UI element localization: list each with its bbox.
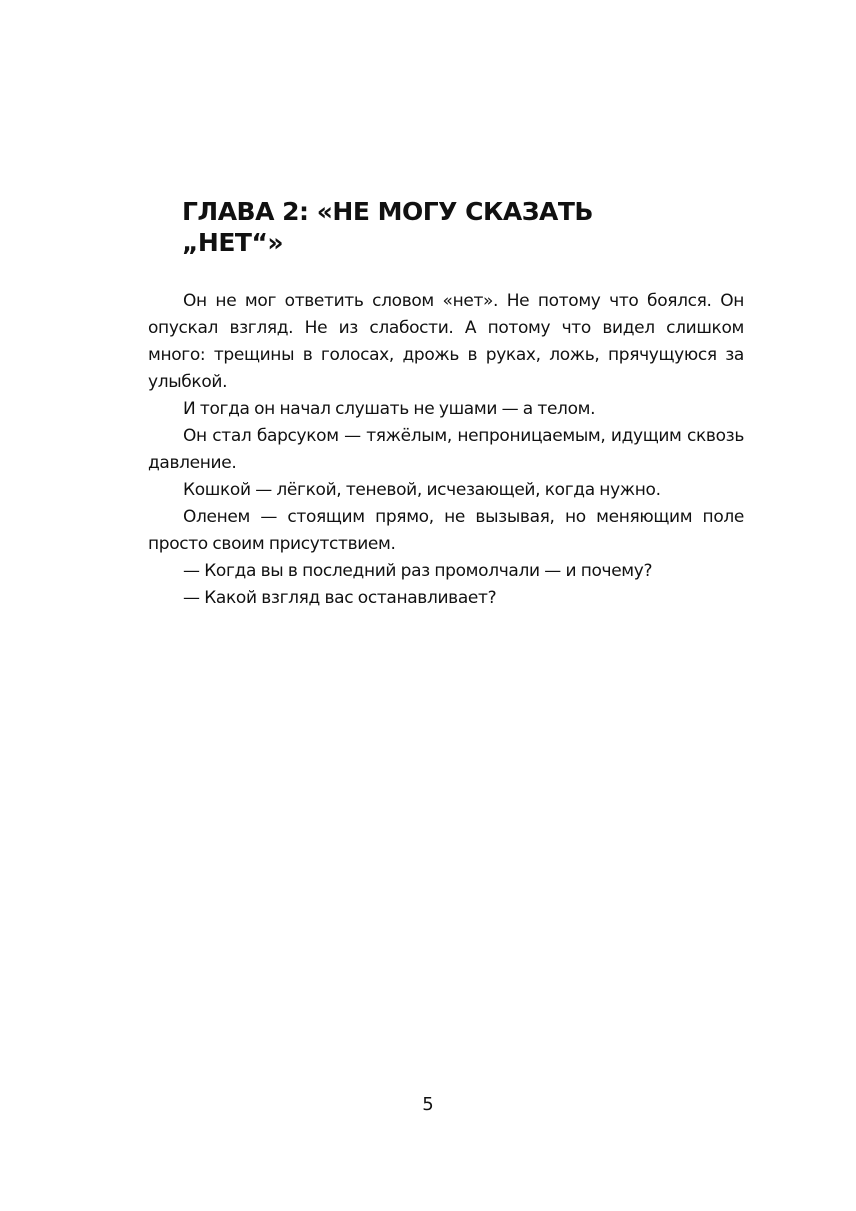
question-line: — Какой взгляд вас останавливает? <box>183 588 497 608</box>
chapter-title-line-2: „НЕТ“» <box>182 228 284 257</box>
chapter-title-line-1: ГЛАВА 2: «НЕ МОГУ СКАЗАТЬ <box>182 197 593 226</box>
chapter-title <box>182 196 782 258</box>
paragraph: Он стал барсуком — тяжёлым, непроницаемым, идущим сквозь давление. <box>148 426 744 473</box>
page-number: 5 <box>422 1094 434 1115</box>
paragraph: Кошкой — лёгкой, теневой, исчезающей, когда нужно. <box>183 480 661 500</box>
question-line: — Когда вы в последний раз промолчали — и почему? <box>183 561 653 581</box>
chapter-body <box>148 288 744 612</box>
paragraph: Он не мог ответить словом «нет». Не потому что боялся. Он опускал взгляд. Не из слабости. А потому что видел слишком много: трещины в голосах, дрожь в руках, ложь, прячущуюся за улыбкой. <box>148 291 744 392</box>
paragraph: Оленем — стоящим прямо, не вызывая, но меняющим поле просто своим присутствием. <box>148 507 744 554</box>
paragraph: И тогда он начал слушать не ушами — а телом. <box>183 399 596 419</box>
